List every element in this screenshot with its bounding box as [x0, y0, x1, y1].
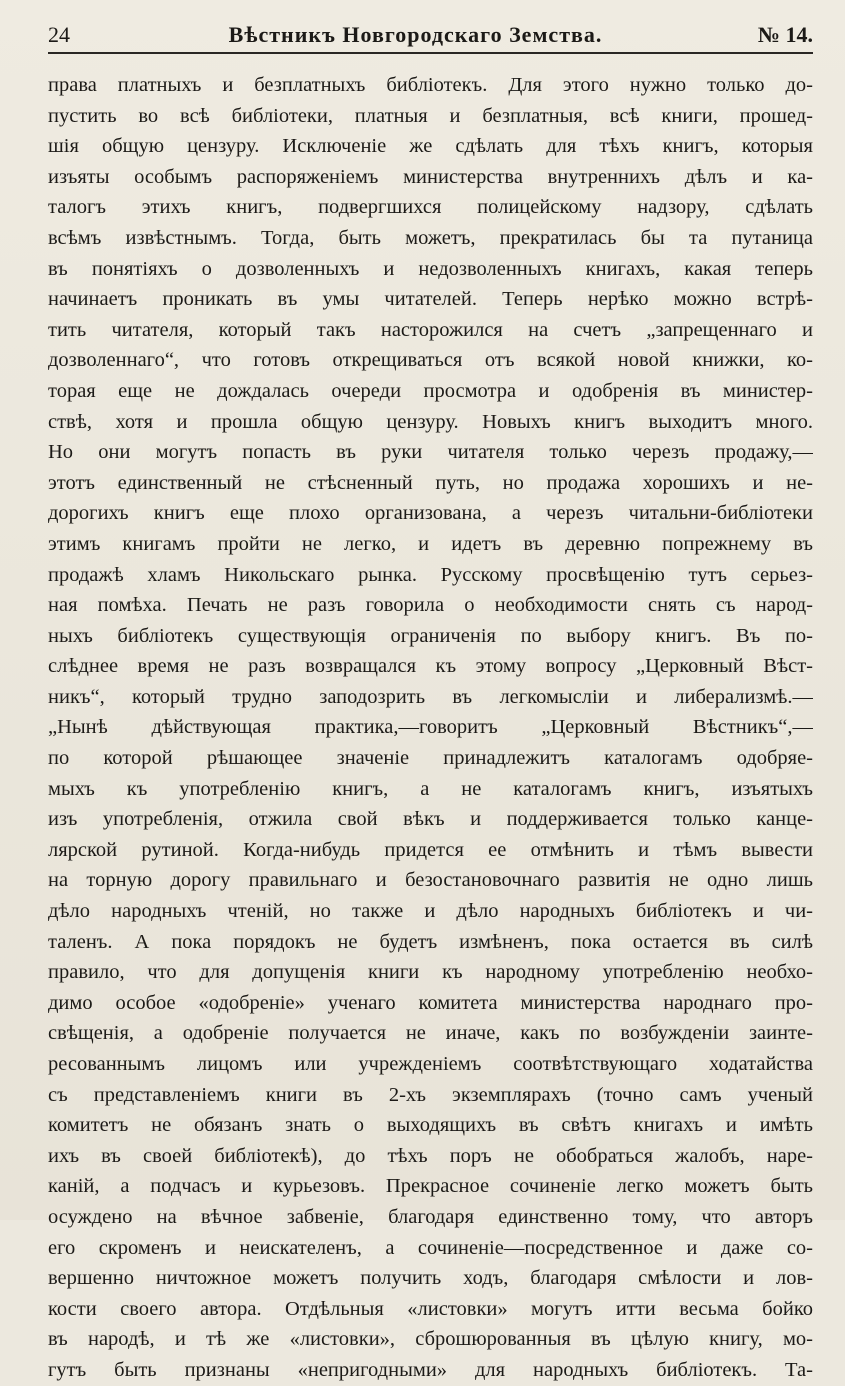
text-line: „Нынѣ дѣйствующая практика,—говоритъ „Церковный Вѣстникъ“,—	[48, 716, 813, 739]
page-header	[48, 18, 813, 54]
text-line: дорогихъ книгъ еще плохо организована, а черезъ читальни-библіотеки	[48, 502, 813, 525]
running-title: Вѣстникъ Новгородскаго Земства.	[228, 22, 603, 47]
text-line: димо особое «одобреніе» ученаго комитета министерства народнаго про-	[48, 991, 813, 1014]
body-text	[48, 70, 813, 1386]
text-line: никъ“, который трудно заподозрить въ легкомысліи и либерализмѣ.—	[48, 685, 813, 708]
text-line: вершенно ничтожное можетъ получить ходъ, благодаря смѣлости и лов-	[48, 1267, 813, 1290]
text-line: дѣло народныхъ чтеній, но также и дѣло народныхъ библіотекъ и чи-	[48, 900, 813, 923]
text-line: гутъ быть признаны «непригодными» для народныхъ библіотекъ. Та-	[48, 1358, 813, 1381]
text-line: ихъ въ своей библіотекѣ), до тѣхъ поръ не обобраться жалобъ, наре-	[48, 1144, 813, 1167]
text-line: дозволеннаго“, что готовъ открещиваться отъ всякой новой книжки, ко-	[48, 349, 813, 372]
text-line: права платныхъ и безплатныхъ библіотекъ. Для этого нужно только до-	[48, 74, 813, 96]
text-line: этотъ единственный не стѣсненный путь, но продажа хорошихъ и не-	[48, 471, 813, 494]
text-line: талогъ этихъ книгъ, подвергшихся полицейскому надзору, сдѣлать	[48, 196, 813, 219]
text-line: осуждено на вѣчное забвеніе, благодаря единственно тому, что авторъ	[48, 1205, 813, 1228]
text-line: ресованнымъ лицомъ или учрежденіемъ соотвѣтствующаго ходатайства	[48, 1053, 813, 1075]
text-line: въ понятіяхъ о дозволенныхъ и недозволенныхъ книгахъ, какая теперь	[48, 257, 813, 280]
text-line: съ представленіемъ книги въ 2-хъ экземплярахъ (точно самъ ученый	[48, 1083, 813, 1106]
text-line: пустить во всѣ библіотеки, платныя и безплатныя, всѣ книги, прошед-	[48, 104, 813, 127]
text-line: тить читателя, который такъ насторожился на счетъ „запрещеннаго и	[48, 318, 813, 341]
text-line: ствѣ, хотя и прошла общую цензуру. Новыхъ книгъ выходитъ много.	[48, 410, 813, 433]
text-line: таленъ. А пока порядокъ не будетъ измѣненъ, пока остается въ силѣ	[48, 930, 813, 953]
text-line: ныхъ библіотекъ существующія ограниченія по выбору книгъ. Въ по-	[48, 624, 813, 647]
text-line: всѣмъ извѣстнымъ. Тогда, быть можетъ, прекратилась бы та путаница	[48, 226, 813, 249]
text-line: изъ употребленія, отжила свой вѣкъ и поддерживается только канце-	[48, 808, 813, 831]
text-line: правило, что для допущенія книги къ народному употребленію необхо-	[48, 961, 813, 984]
text-line: этимъ книгамъ пройти не легко, и идетъ въ деревню попрежнему въ	[48, 532, 813, 555]
text-line: свѣщенія, а одобреніе получается не иначе, какъ по возбужденіи заинте-	[48, 1022, 813, 1045]
text-line: ная помѣха. Печать не разъ говорила о необходимости снять съ народ-	[48, 594, 813, 617]
text-line: Но они могутъ попасть въ руки читателя только черезъ продажу,—	[48, 441, 813, 464]
text-line: лярской рутиной. Когда-нибудь придется ее отмѣнить и тѣмъ вывести	[48, 838, 813, 861]
text-line: кости своего автора. Отдѣльныя «листовки» могутъ итти весьма бойко	[48, 1297, 813, 1320]
text-line: по которой рѣшающее значеніе принадлежитъ каталогамъ одобряе-	[48, 747, 813, 770]
text-line: каній, а подчасъ и курьезовъ. Прекрасное сочиненіе легко можетъ быть	[48, 1175, 813, 1198]
text-line: слѣднее время не разъ возвращался къ этому вопросу „Церковный Вѣст-	[48, 655, 813, 678]
text-line: комитетъ не обязанъ знать о выходящихъ въ свѣтъ книгахъ и имѣть	[48, 1114, 813, 1137]
text-line: въ народѣ, и тѣ же «листовки», сброшюрованныя въ цѣлую книгу, мо-	[48, 1328, 813, 1351]
text-line: на торную дорогу правильнаго и безостановочнаго развитія не одно лишь	[48, 869, 813, 892]
text-line: продажѣ хламъ Никольскаго рынка. Русскому просвѣщенію тутъ серьез-	[48, 563, 813, 586]
text-line: мыхъ къ употребленію книгъ, а не каталогамъ книгъ, изъятыхъ	[48, 777, 813, 800]
text-line: торая еще не дождалась очереди просмотра и одобренія въ министер-	[48, 379, 813, 402]
page-number: 24	[48, 22, 70, 47]
text-line: изъяты особымъ распоряженіемъ министерства внутреннихъ дѣлъ и ка-	[48, 165, 813, 188]
issue-number: № 14.	[757, 22, 813, 47]
text-line: начинаетъ проникать въ умы читателей. Теперь нерѣко можно встрѣ-	[48, 288, 813, 311]
text-line: его скроменъ и неискателенъ, а сочиненіе—посредственное и даже со-	[48, 1236, 813, 1259]
text-line: шія общую цензуру. Исключеніе же сдѣлать для тѣхъ книгъ, которыя	[48, 135, 813, 158]
